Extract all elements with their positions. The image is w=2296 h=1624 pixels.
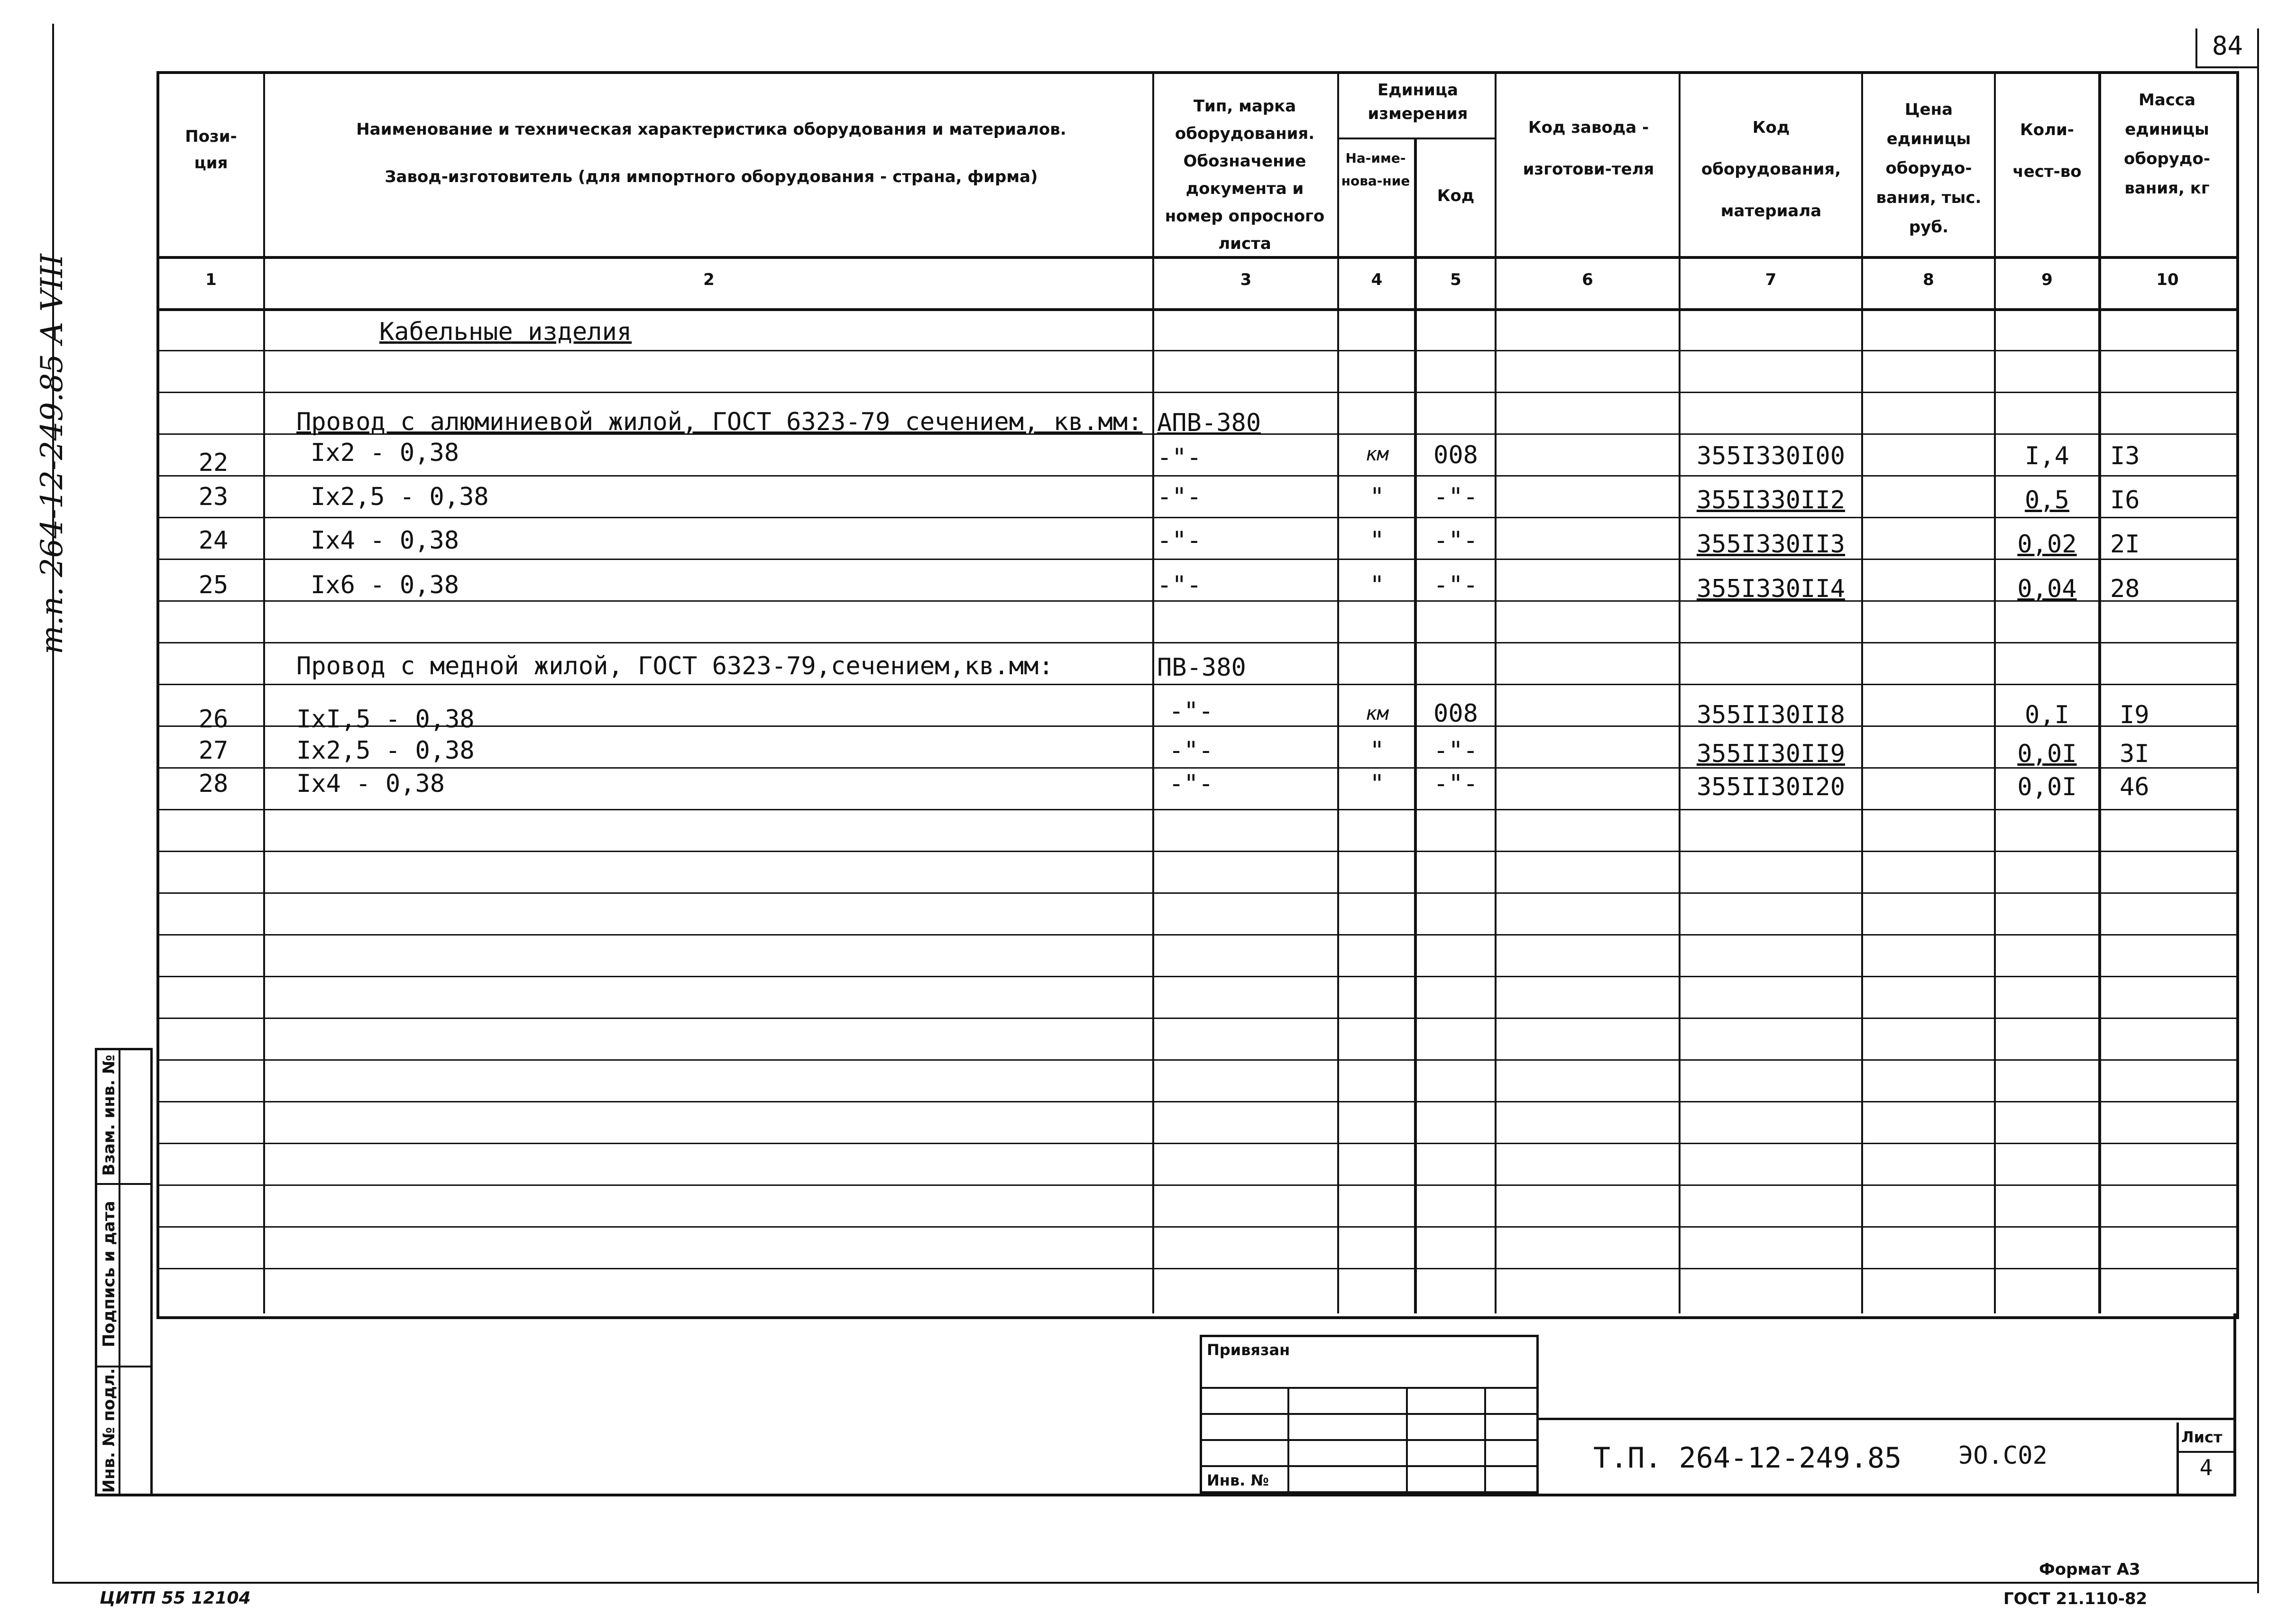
row-line-23 bbox=[156, 1268, 2236, 1269]
row-22-name: Iх2 - 0,38 bbox=[311, 439, 459, 467]
list-box-split bbox=[2177, 1451, 2233, 1453]
row-line-13 bbox=[156, 851, 2236, 852]
row-27-code: -"- bbox=[1433, 736, 1478, 765]
column-number-5: 5 bbox=[1450, 270, 1461, 289]
row-26-unit: км bbox=[1365, 703, 1389, 725]
row-23-name: Iх2,5 - 0,38 bbox=[311, 483, 489, 511]
row-28-unit: " bbox=[1369, 770, 1385, 798]
column-number-3: 3 bbox=[1240, 270, 1252, 289]
row-22-qty: I,4 bbox=[2025, 442, 2069, 470]
document-suffix: ЭО.С02 bbox=[1958, 1441, 2048, 1470]
column-number-9: 9 bbox=[2041, 270, 2053, 289]
row-27-material: 355II30II9 bbox=[1696, 740, 1846, 768]
row-25-material: 355I330II4 bbox=[1696, 575, 1846, 603]
stamp-right-line bbox=[2233, 1313, 2236, 1496]
privyazan-line-2 bbox=[1200, 1413, 1539, 1415]
row-24-qty: 0,02 bbox=[2017, 530, 2077, 559]
header-name-line1: Наименование и техническая характеристика оборудования и материалов. bbox=[356, 120, 1066, 139]
number-row-bottom-line bbox=[156, 308, 2236, 311]
row-23-type: -"- bbox=[1157, 483, 1202, 511]
group-title-copper: Провод с медной жилой, ГОСТ 6323-79,сечением,кв.мм: bbox=[296, 652, 1054, 680]
row-23-code: -"- bbox=[1433, 483, 1478, 511]
footer-gost: ГОСТ 21.110-82 bbox=[2003, 1589, 2148, 1608]
column-number-8: 8 bbox=[1923, 270, 1934, 289]
row-24-mass: 2I bbox=[2110, 530, 2140, 559]
column-number-2: 2 bbox=[703, 270, 715, 289]
row-25-pos: 25 bbox=[198, 571, 229, 599]
row-27-name: Iх2,5 - 0,38 bbox=[296, 736, 475, 765]
outer-frame-right bbox=[2257, 28, 2259, 1593]
row-24-name: Iх4 - 0,38 bbox=[311, 526, 459, 555]
row-22-unit: км bbox=[1365, 443, 1389, 465]
row-line-7 bbox=[156, 600, 2236, 602]
header-unit-code: Код bbox=[1437, 186, 1475, 205]
row-27-pos: 27 bbox=[198, 736, 229, 765]
row-28-material: 355II30I20 bbox=[1696, 773, 1846, 801]
privyazan-vline-2 bbox=[1406, 1387, 1408, 1494]
header-unit-name: На-име-нова-ние bbox=[1341, 150, 1410, 189]
row-26-code: 008 bbox=[1433, 699, 1478, 728]
row-26-pos: 26 bbox=[198, 705, 229, 734]
column-number-7: 7 bbox=[1765, 270, 1777, 289]
header-factory-code: Код завода - изготови-теля bbox=[1523, 118, 1654, 179]
outer-frame-bottom bbox=[52, 1582, 2259, 1584]
list-number: 4 bbox=[2199, 1455, 2213, 1480]
row-line-6 bbox=[156, 559, 2236, 560]
row-25-unit: " bbox=[1369, 571, 1385, 599]
row-28-type: -"- bbox=[1169, 770, 1213, 798]
row-27-qty: 0,0I bbox=[2017, 740, 2077, 768]
row-24-unit: " bbox=[1369, 526, 1385, 555]
row-25-mass: 28 bbox=[2110, 575, 2140, 603]
row-line-18 bbox=[156, 1059, 2236, 1061]
privyazan-vline-3 bbox=[1484, 1387, 1486, 1494]
row-23-material: 355I330II2 bbox=[1696, 486, 1846, 514]
privyazan-label: Привязан bbox=[1207, 1341, 1290, 1359]
row-26-name: IхI,5 - 0,38 bbox=[296, 705, 475, 734]
title-stamp-top bbox=[1539, 1418, 2236, 1420]
row-24-pos: 24 bbox=[198, 526, 229, 555]
row-25-type: -"- bbox=[1157, 571, 1202, 599]
row-22-type: -"- bbox=[1157, 443, 1202, 472]
row-28-mass: 46 bbox=[2120, 773, 2149, 801]
row-28-name: Iх4 - 0,38 bbox=[296, 770, 445, 798]
privyazan-line-3 bbox=[1200, 1439, 1539, 1441]
row-28-qty: 0,0I bbox=[2017, 773, 2077, 801]
row-26-mass: I9 bbox=[2120, 701, 2149, 729]
row-23-unit: " bbox=[1369, 483, 1385, 511]
row-22-code: 008 bbox=[1433, 441, 1478, 469]
document-code: Т.П. 264-12-249.85 bbox=[1593, 1441, 1902, 1475]
list-label: Лист bbox=[2181, 1428, 2223, 1446]
row-line-19 bbox=[156, 1101, 2236, 1102]
row-line-21 bbox=[156, 1184, 2236, 1186]
row-line-11 bbox=[156, 767, 2236, 769]
margin-designation: т.п. 264-12-249.85 А VIII bbox=[35, 254, 70, 654]
row-line-12 bbox=[156, 809, 2236, 810]
row-25-code: -"- bbox=[1433, 571, 1478, 599]
row-line-17 bbox=[156, 1018, 2236, 1019]
row-line-4 bbox=[156, 475, 2236, 477]
row-23-qty: 0,5 bbox=[2025, 486, 2069, 514]
group-title-aluminium: Провод с алюминиевой жилой, ГОСТ 6323-79 сечением, кв.мм: bbox=[296, 408, 1143, 436]
header-position: Пози-ция bbox=[185, 127, 237, 173]
section-title: Кабельные изделия bbox=[379, 318, 632, 346]
row-line-15 bbox=[156, 934, 2236, 936]
privyazan-line-1 bbox=[1200, 1387, 1539, 1389]
header-unit: Единица измерения bbox=[1368, 81, 1468, 123]
row-28-code: -"- bbox=[1433, 770, 1478, 798]
row-line-16 bbox=[156, 976, 2236, 977]
stamp-bottom-line bbox=[95, 1494, 2236, 1496]
row-24-material: 355I330II3 bbox=[1696, 530, 1846, 559]
side-strip-hline-1 bbox=[95, 1183, 153, 1185]
row-line-5 bbox=[156, 517, 2236, 518]
header-name-line2: Завод-изготовитель (для импортного оборудования - страна, фирма) bbox=[385, 167, 1038, 186]
header-price: Цена единицы оборудо-вания, тыс. руб. bbox=[1876, 100, 1982, 237]
side-label-inv-podl: Инв. № подл. bbox=[100, 1368, 119, 1493]
header-mass: Масса единицы оборудо-вания, кг bbox=[2124, 91, 2210, 198]
inv-no-label: Инв. № bbox=[1207, 1471, 1269, 1489]
row-line-2 bbox=[156, 392, 2236, 393]
privyazan-line-4 bbox=[1200, 1465, 1539, 1467]
header-material-code: Код оборудования, материала bbox=[1701, 118, 1841, 220]
sheet-corner-number: 84 bbox=[2212, 31, 2243, 61]
column-number-1: 1 bbox=[205, 270, 217, 289]
row-22-mass: I3 bbox=[2110, 442, 2140, 470]
privyazan-vline-1 bbox=[1287, 1387, 1289, 1494]
row-28-pos: 28 bbox=[198, 770, 229, 798]
row-line-14 bbox=[156, 892, 2236, 894]
footer-left: ЦИТП 55 12104 bbox=[100, 1588, 251, 1608]
row-line-8 bbox=[156, 642, 2236, 643]
row-22-pos: 22 bbox=[198, 449, 229, 477]
row-27-type: -"- bbox=[1169, 736, 1213, 765]
group-type-copper: ПВ-380 bbox=[1157, 653, 1246, 682]
row-24-type: -"- bbox=[1157, 526, 1202, 555]
side-label-vzam: Взам. инв. № bbox=[100, 1055, 119, 1176]
row-22-material: 355I330I00 bbox=[1696, 442, 1846, 470]
column-number-6: 6 bbox=[1582, 270, 1593, 289]
group-type-aluminium: АПВ-380 bbox=[1157, 409, 1261, 437]
side-label-podpis: Подпись и дата bbox=[100, 1201, 119, 1348]
row-26-type: -"- bbox=[1169, 697, 1213, 725]
row-line-1 bbox=[156, 350, 2236, 351]
row-23-pos: 23 bbox=[198, 483, 229, 511]
row-23-mass: I6 bbox=[2110, 486, 2140, 514]
column-number-10: 10 bbox=[2156, 270, 2179, 289]
row-27-mass: 3I bbox=[2120, 740, 2149, 768]
row-25-qty: 0,04 bbox=[2017, 575, 2077, 603]
row-24-code: -"- bbox=[1433, 526, 1478, 555]
unit-split-line bbox=[1337, 138, 1496, 139]
row-line-22 bbox=[156, 1226, 2236, 1228]
row-line-20 bbox=[156, 1143, 2236, 1144]
header-type: Тип, марка оборудования. Обозначение документа и номер опросного листа bbox=[1165, 97, 1325, 253]
row-27-unit: " bbox=[1369, 736, 1385, 765]
row-26-qty: 0,I bbox=[2025, 701, 2069, 729]
row-25-name: Iх6 - 0,38 bbox=[311, 571, 459, 599]
column-number-4: 4 bbox=[1371, 270, 1383, 289]
footer-format: Формат А3 bbox=[2039, 1560, 2140, 1579]
row-26-material: 355II30II8 bbox=[1696, 701, 1846, 729]
header-quantity: Коли-чест-во bbox=[2012, 120, 2082, 181]
row-line-9 bbox=[156, 684, 2236, 685]
